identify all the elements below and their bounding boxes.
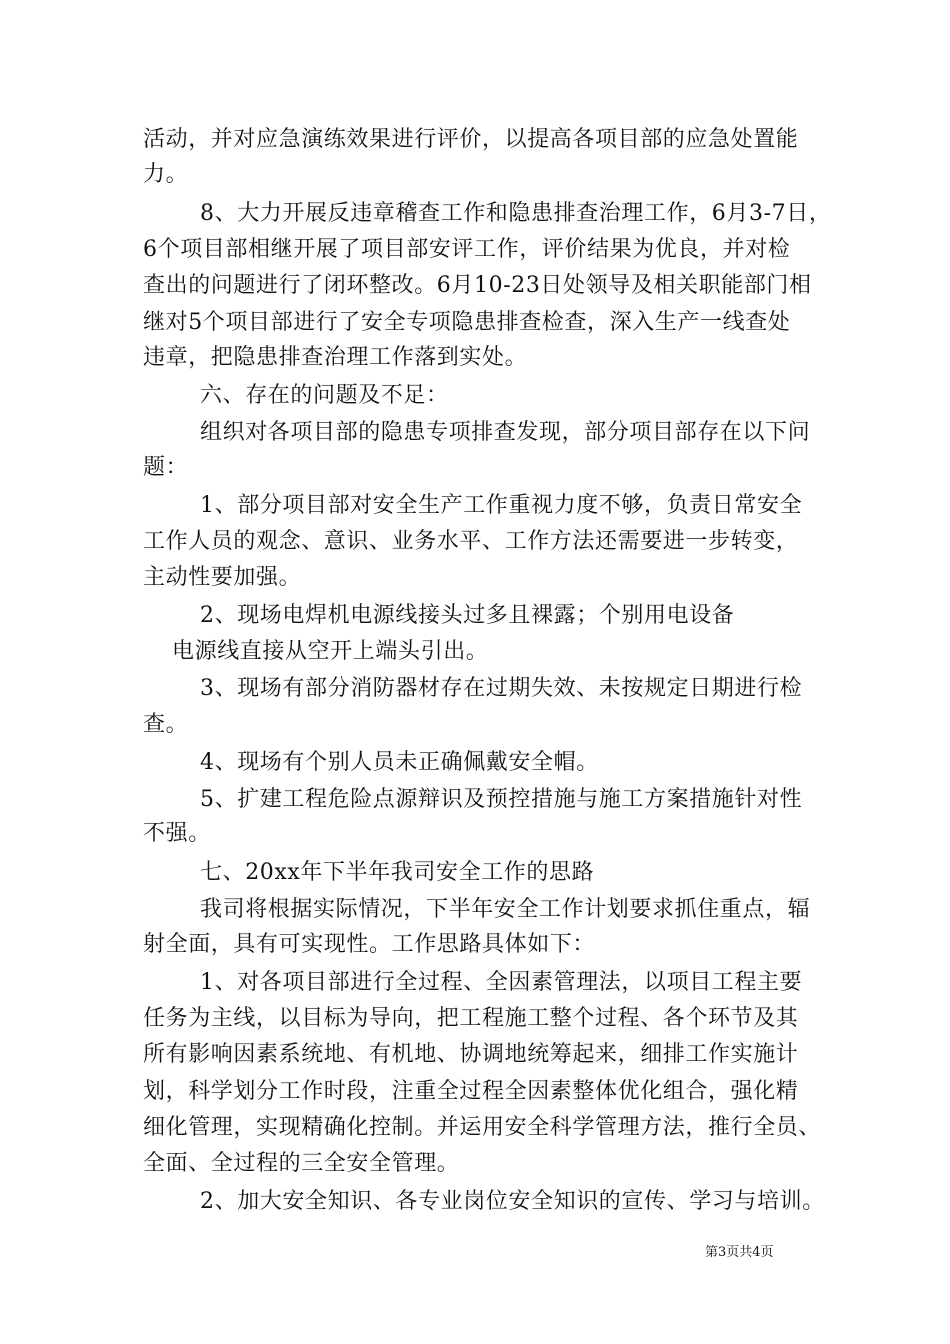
text-line: 继对5个项目部进行了安全专项隐患排查检查，深入生产一线查处 (143, 310, 791, 335)
text-line: 查。 (143, 712, 189, 737)
text-line: 不强。 (143, 821, 211, 846)
text-line: 题： (143, 455, 189, 480)
text-line: 我司将根据实际情况，下半年安全工作计划要求抓住重点，辐 (200, 897, 811, 922)
text-line: 所有影响因素系统地、有机地、协调地统筹起来，细排工作实施计 (143, 1042, 799, 1067)
text-line: 1、对各项目部进行全过程、全因素管理法，以项目工程主要 (200, 970, 803, 995)
text-line: 主动性要加强。 (143, 565, 302, 590)
section-heading: 六、存在的问题及不足： (200, 383, 449, 408)
text-line: 全面、全过程的三全安全管理。 (143, 1151, 460, 1176)
text-line: 3、现场有部分消防器材存在过期失效、未按规定日期进行检 (200, 676, 803, 701)
text-line: 1、部分项目部对安全生产工作重视力度不够，负责日常安全 (200, 493, 803, 518)
text-line: 电源线直接从空开上端头引出。 (172, 639, 489, 664)
text-line: 6个项目部相继开展了项目部安评工作，评价结果为优良，并对检 (143, 237, 791, 262)
text-line: 划，科学划分工作时段，注重全过程全因素整体优化组合，强化精 (143, 1079, 799, 1104)
text-line: 射全面，具有可实现性。工作思路具体如下： (143, 932, 596, 957)
text-line: 活动，并对应急演练效果进行评价，以提高各项目部的应急处置能 (143, 127, 799, 152)
text-line: 违章，把隐患排查治理工作落到实处。 (143, 345, 528, 370)
text-line: 2、加大安全知识、各专业岗位安全知识的宣传、学习与培训。 (200, 1189, 825, 1214)
text-line: 工作人员的观念、意识、业务水平、工作方法还需要进一步转变， (143, 529, 799, 554)
section-heading: 七、20xx年下半年我司安全工作的思路 (200, 860, 595, 885)
text-line: 细化管理，实现精确化控制。并运用安全科学管理方法，推行全员、 (143, 1115, 822, 1140)
text-line: 4、现场有个别人员未正确佩戴安全帽。 (200, 750, 599, 775)
text-line: 力。 (143, 162, 189, 187)
text-line: 查出的问题进行了闭环整改。6月10-23日处领导及相关职能部门相 (143, 273, 812, 298)
page-number-footer: 第3页共4页 (705, 1245, 774, 1260)
text-line: 2、现场电焊机电源线接头过多且裸露；个别用电设备 (200, 603, 735, 628)
text-line: 5、扩建工程危险点源辩识及预控措施与施工方案措施针对性 (200, 787, 803, 812)
text-line: 任务为主线，以目标为导向，把工程施工整个过程、各个环节及其 (143, 1006, 799, 1031)
text-line: 8、大力开展反违章稽查工作和隐患排查治理工作，6月3-7日， (200, 201, 832, 226)
text-line: 组织对各项目部的隐患专项排查发现，部分项目部存在以下问 (200, 420, 811, 445)
